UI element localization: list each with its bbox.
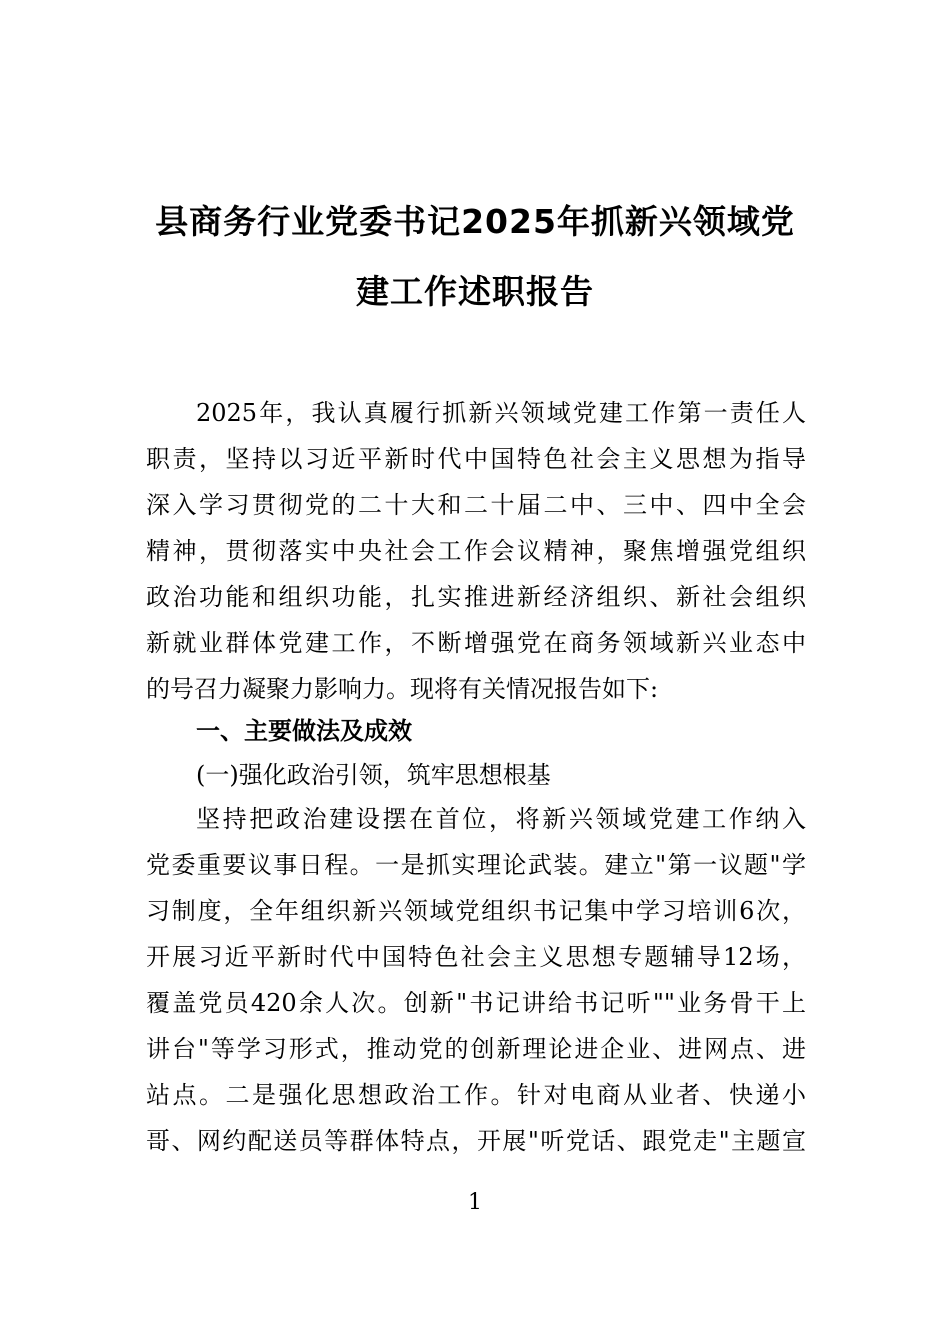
page-number: 1: [468, 1190, 482, 1215]
intro-line: 精神，贯彻落实中央社会工作会议精神，聚焦增强党组织: [146, 537, 806, 565]
intro-line: 新就业群体党建工作，不断增强党在商务领域新兴业态中: [146, 629, 806, 657]
subsection-heading-1: (一)强化政治引领，筑牢思想根基: [196, 761, 551, 789]
body-line: 坚持把政治建设摆在首位，将新兴领域党建工作纳入: [196, 805, 806, 833]
body-line: 习制度，全年组织新兴领域党组织书记集中学习培训6次，: [146, 897, 806, 925]
intro-line: 深入学习贯彻党的二十大和二十届二中、三中、四中全会: [146, 491, 806, 519]
intro-line: 职责，坚持以习近平新时代中国特色社会主义思想为指导: [146, 445, 806, 473]
body-line: 讲台"等学习形式，推动党的创新理论进企业、进网点、进: [146, 1035, 806, 1063]
document-title-line-2: 建工作述职报告: [356, 272, 594, 311]
body-line: 站点。二是强化思想政治工作。针对电商从业者、快递小: [146, 1081, 806, 1109]
intro-line: 政治功能和组织功能，扎实推进新经济组织、新社会组织: [146, 583, 806, 611]
intro-line: 2025年，我认真履行抓新兴领域党建工作第一责任人: [196, 399, 806, 427]
document-title-line-1: 县商务行业党委书记2025年抓新兴领域党: [155, 202, 795, 241]
section-heading-1: 一、主要做法及成效: [196, 717, 412, 745]
body-line: 开展习近平新时代中国特色社会主义思想专题辅导12场，: [146, 943, 806, 971]
body-line: 党委重要议事日程。一是抓实理论武装。建立"第一议题"学: [146, 851, 806, 879]
body-line: 哥、网约配送员等群体特点，开展"听党话、跟党走"主题宣: [146, 1127, 806, 1155]
body-line: 覆盖党员420余人次。创新"书记讲给书记听""业务骨干上: [146, 989, 806, 1017]
intro-line: 的号召力凝聚力影响力。现将有关情况报告如下:: [146, 675, 659, 703]
